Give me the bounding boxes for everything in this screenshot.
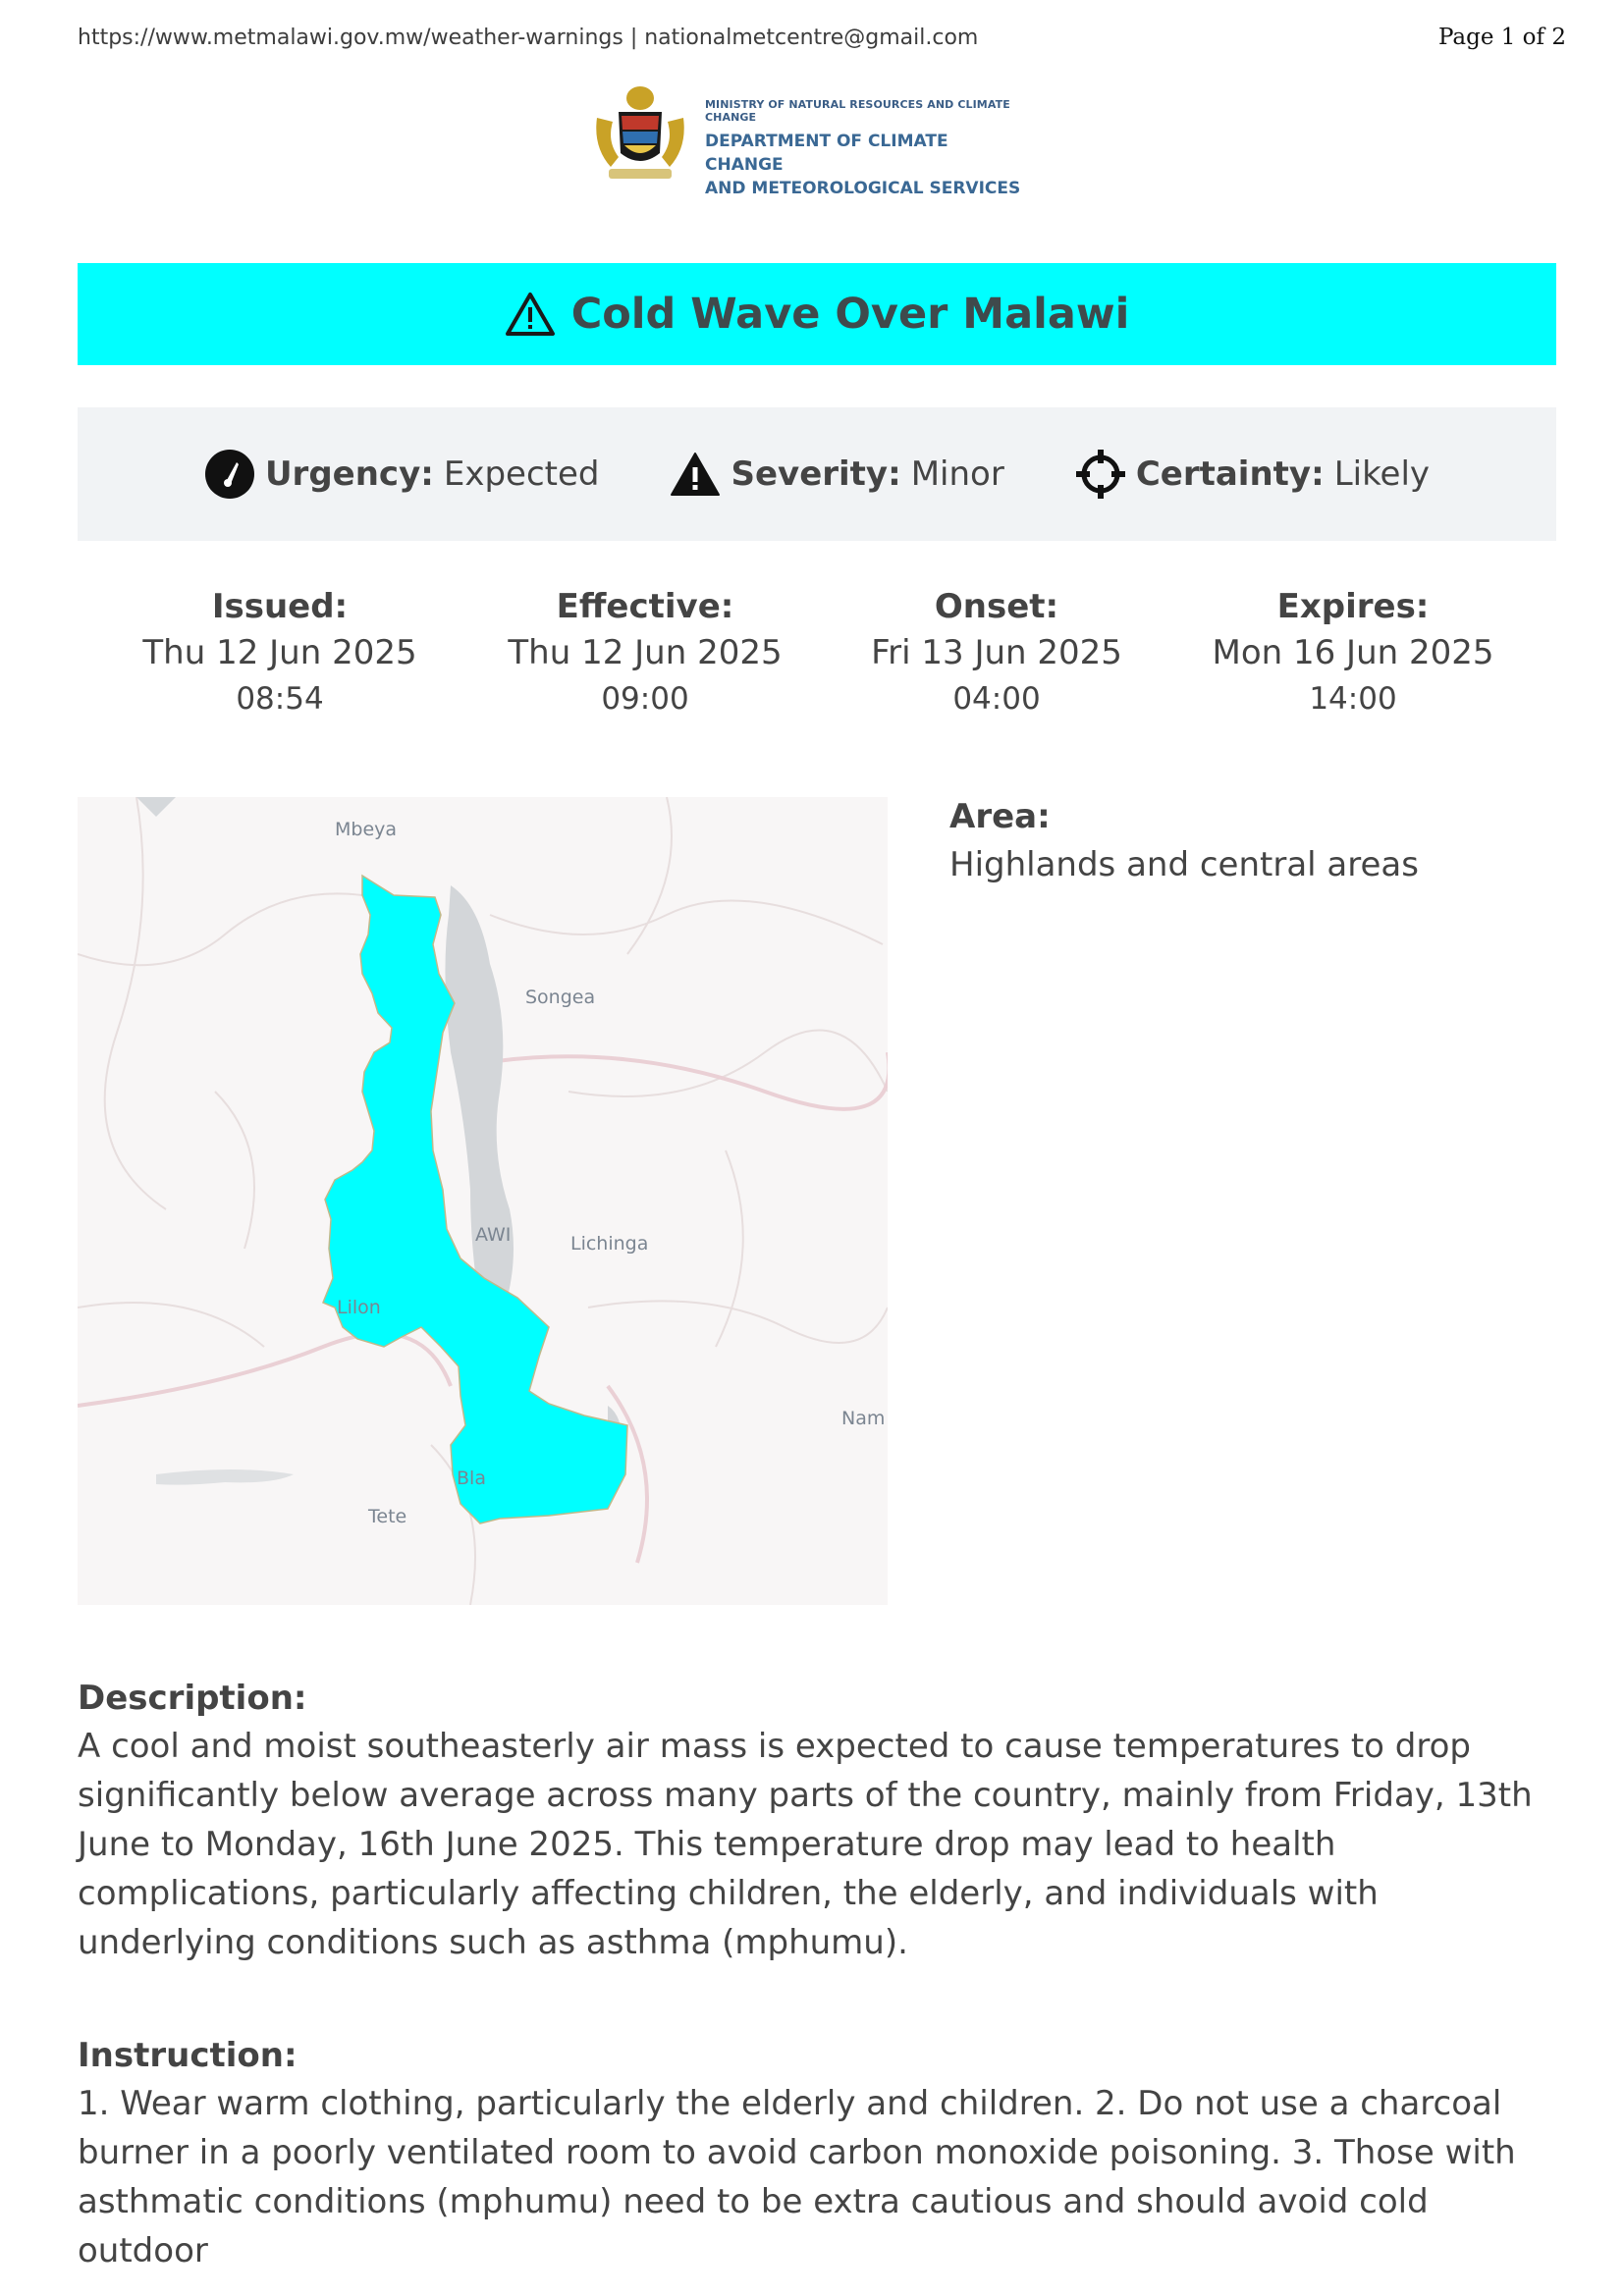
severity-item (670, 449, 1003, 500)
map-place-label: Tete (368, 1506, 407, 1527)
issued-date (113, 585, 447, 721)
severity-label: Severity: (731, 454, 901, 494)
map-place-label: Mbeya (335, 819, 398, 840)
urgency-label: Urgency: (264, 454, 434, 494)
description-label: Description: (78, 1679, 307, 1718)
area-label: Area: (949, 797, 1051, 836)
warning-title-bar (78, 263, 1556, 365)
crosshair-icon (1075, 449, 1126, 500)
date-label: Expires: (1276, 587, 1430, 626)
alert-dates (78, 585, 1556, 732)
date-label: Issued: (211, 587, 349, 626)
department-logo (589, 79, 1031, 198)
warning-triangle-icon (505, 291, 556, 338)
urgency-item (204, 449, 600, 500)
date-day: Fri 13 Jun 2025 (871, 633, 1122, 672)
instruction-text: 1. Wear warm clothing, particularly the elderly and children. 2. Do not use a charcoal burner in a poorly ventilated room to avoid carbon monoxide poisoning. 3. Those with asthmatic conditions (mphumu) need to be extra cautious and should avoid cold outdoor (78, 2084, 1516, 2270)
map-place-label: Bla (457, 1468, 486, 1489)
coat-of-arms-icon (589, 79, 691, 185)
date-label: Onset: (934, 587, 1059, 626)
area-section (949, 793, 1558, 889)
gauge-icon (204, 449, 255, 500)
certainty-item (1075, 449, 1430, 500)
expires-date (1186, 585, 1520, 721)
description-text: A cool and moist southeasterly air mass is expected to cause temperatures to drop significantly below average across many parts of the country, mainly from Friday, 13th June to Monday, 16th June 2025. This temperature drop may lead to health complications, particularly affecting children, the elderly, and individuals with underlying conditions such as asthma (mphumu). (78, 1727, 1533, 1962)
department-name-line1: DEPARTMENT OF CLIMATE CHANGE (705, 132, 948, 175)
date-day: Thu 12 Jun 2025 (508, 633, 783, 672)
warning-area-map (78, 797, 888, 1605)
date-time: 08:54 (236, 681, 324, 717)
area-value: Highlands and central areas (949, 845, 1419, 884)
map-place-label: Lilon (337, 1297, 381, 1318)
date-day: Mon 16 Jun 2025 (1212, 633, 1494, 672)
date-time: 14:00 (1309, 681, 1397, 717)
date-time: 09:00 (601, 681, 689, 717)
map-place-label: Songea (525, 987, 596, 1008)
certainty-value: Likely (1333, 454, 1431, 494)
map-place-label: AWI (475, 1224, 512, 1246)
description-section (78, 1675, 1560, 1967)
map-place-label: Lichinga (570, 1233, 649, 1255)
alert-triangle-icon (670, 449, 721, 500)
ministry-name: MINISTRY OF NATURAL RESOURCES AND CLIMATE CHANGE (705, 98, 1010, 124)
date-time: 04:00 (952, 681, 1041, 717)
date-day: Thu 12 Jun 2025 (142, 633, 417, 672)
effective-date (478, 585, 812, 721)
department-name-line2: AND METEOROLOGICAL SERVICES (705, 179, 1021, 198)
alert-meta-box (78, 407, 1556, 541)
certainty-label: Certainty: (1135, 454, 1325, 494)
header-url-line: https://www.metmalawi.gov.mw/weather-warnings | nationalmetcentre@gmail.com (78, 26, 979, 50)
instruction-section (78, 2032, 1560, 2275)
map-place-label: Nam (841, 1408, 886, 1429)
severity-value: Minor (910, 454, 1004, 494)
date-label: Effective: (556, 587, 734, 626)
onset-date (830, 585, 1164, 721)
urgency-value: Expected (443, 454, 600, 494)
page-number: Page 1 of 2 (1437, 25, 1566, 50)
instruction-label: Instruction: (78, 2036, 298, 2075)
warning-title: Cold Wave Over Malawi (570, 290, 1130, 339)
